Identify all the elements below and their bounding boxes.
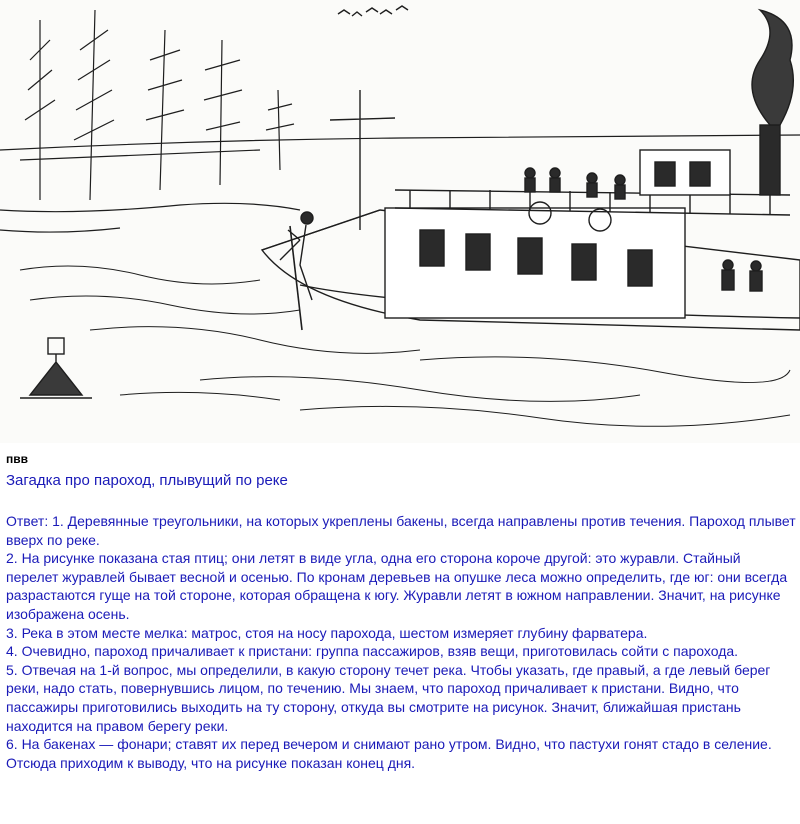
answer-line-5: 5. Отвечая на 1-й вопрос, мы определили, в какую сторону течет река. Чтобы указать, где правый, а где левый берег реки, надо стать, повернувшись лицом, по течению. Мы знаем, что пароход причаливает к пристани. Видно, что пассажиры приготовились выходить на ту сторону, откуда вы смотрите на рисунок. Значит, ближайшая пристань находится на правом берегу реки. <box>6 661 771 734</box>
answer-line-2: 2. На рисунке показана стая птиц; они летят в виде угла, одна его сторона короче другой: это журавли. Стайный перелет журавлей бывает весной и осенью. По кронам деревьев на опушке леса можно определить, где юг: они всегда разрастаются гуще на той стороне, которая обращена к югу. Журавли летят в южном направлении. Значит, на рисунке изображена осень. <box>6 550 788 622</box>
answer-line-6: 6. На бакенах — фонари; ставят их перед вечером и снимают рано утром. Видно, что пастухи гонят стадо в селение. Отсюда приходим к выводу, что на рисунке показан конец дня. <box>6 736 772 771</box>
far-shore <box>0 135 800 150</box>
caption-tag: пвв <box>6 452 29 466</box>
answer-line-4: 4. Очевидно, пароход причаливает к пристани: группа пассажиров, взяв вещи, приготовилась сойти с парохода. <box>6 643 739 660</box>
answer-line-1: Ответ: 1. Деревянные треугольники, на которых укреплены бакены, всегда направлены против течения. Пароход плывет вверх по реке. <box>6 513 796 548</box>
steamboat <box>262 10 800 330</box>
answer-line-3: 3. Река в этом месте мелка: матрос, стоя на носу парохода, шестом измеряет глубину фарватера. <box>6 624 648 641</box>
cranes-flock <box>338 6 408 16</box>
answer-text <box>6 512 796 772</box>
puzzle-title: Загадка про пароход, плывущий по реке <box>6 472 288 489</box>
forest-trees <box>25 10 294 200</box>
buoy <box>20 338 92 398</box>
